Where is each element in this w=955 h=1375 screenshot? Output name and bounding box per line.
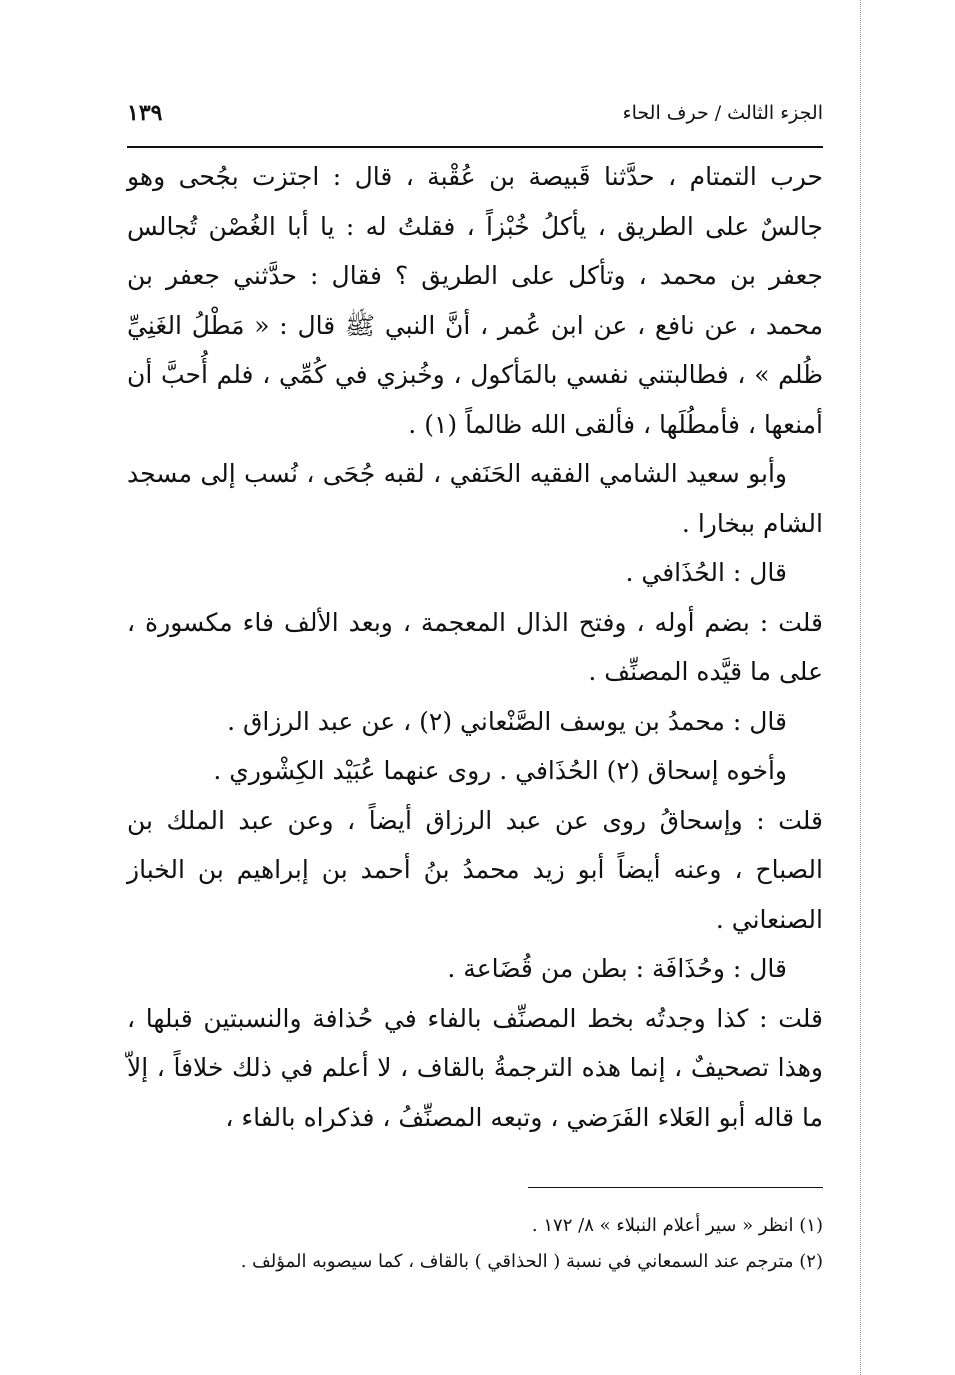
scan-edge-dots — [860, 0, 861, 1375]
paragraph-note-ishaq: قلت : وإسحاقُ روى عن عبد الرزاق أيضاً ، وعن عبد الملك بن الصباح ، وعنه أيضاً أبو زيد محمدُ بنُ أحمد بن إبراهيم بن الخباز الصنعاني . — [127, 805, 823, 934]
running-head — [127, 96, 823, 130]
footnote-2: (٢) مترجم عند السمعاني في نسبة ( الحذاقي ) بالقاف ، كما سيصوبه المؤلف . — [240, 1251, 823, 1272]
paragraph-abu-said: وأبو سعيد الشامي الفقيه الحَنَفي ، لقبه جُحَى ، نُسب إلى مسجد الشام ببخارا . — [127, 459, 823, 538]
page-number: ١٣٩ — [127, 100, 163, 126]
footnote-rule — [528, 1187, 823, 1188]
paragraph-note-correction: قلت : كذا وجدتُه بخط المصنِّف بالفاء في حُذافة والنسبتين قبلها ، وهذا تصحيفٌ ، إنما هذه الترجمةُ بالقاف ، لا أعلم في ذلك خلافاً ، إلاّ ما قاله أبو العَلاء الفَرَضي ، وتبعه المصنِّفُ ، فذكراه بالفاء ، — [127, 1003, 823, 1132]
paragraph-note-vocalization: قلت : بضم أوله ، وفتح الذال المعجمة ، وبعد الألف فاء مكسورة ، على ما قيَّده المصنِّف . — [127, 607, 823, 686]
header-rule — [127, 146, 823, 148]
running-head-title: الجزء الثالث / حرف الحاء — [622, 102, 823, 124]
paragraph-hudhafa-tribe: قال : وحُذَافَة : بطن من قُضَاعة . — [447, 954, 787, 983]
footnote-1: (١) انظر « سير أعلام النبلاء » ٨/ ١٧٢ . — [531, 1215, 823, 1236]
body-text — [127, 152, 823, 1142]
paragraph-hadith: حرب التمتام ، حدَّثنا قَبيصة بن عُقْبة ، قال : اجتزت بجُحى وهو جالسٌ على الطريق ، يأكلُ خُبْزاً ، فقلتُ له : يا أبا الغُصْن تُجالس جعفر بن محمد ، وتأكل على الطريق ؟ فقال : حدَّثني جعفر بن محمد ، عن نافع ، عن ابن عُمر ، أنَّ النبي ﷺ قال : « مَطْلُ الغَنِيِّ ظُلم » ، فطالبتني نفسي بالمَأكول ، وخُبزي في كُمِّي ، فلم أُحبَّ أن أمنعها ، فأمطُلَها ، فألقى الله ظالماً (١) . — [127, 162, 823, 439]
paragraph-entry-hudhafi: قال : الحُذَافي . — [625, 558, 787, 587]
footnotes — [127, 1208, 823, 1280]
paragraph-muhammad-ibn-yusuf: قال : محمدُ بن يوسف الصَّنْعاني (٢) ، عن عبد الرزاق . — [227, 706, 787, 736]
paragraph-ishaq: وأخوه إسحاق (٢) الحُذَافي . روى عنهما عُبَيْد الكِشْوري . — [213, 756, 787, 785]
